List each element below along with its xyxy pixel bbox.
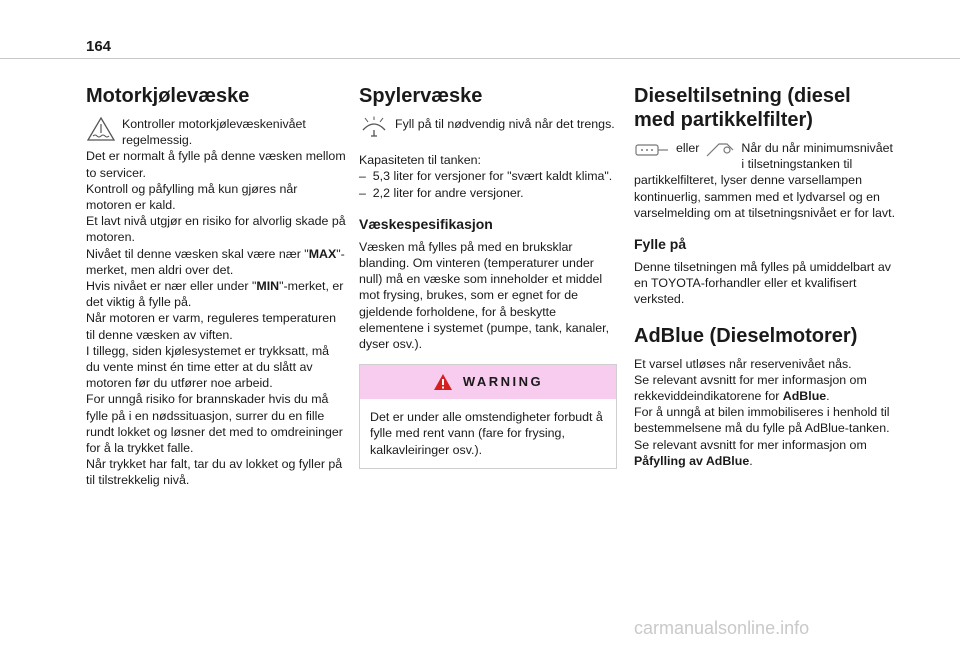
page-number: 164	[86, 38, 112, 55]
washer-icon-row	[359, 116, 617, 142]
capacity-item-1: – 5,3 liter for versjoner for "svært kaldt klima".	[359, 169, 613, 184]
warning-header	[360, 365, 616, 399]
washer-section	[359, 80, 617, 469]
washer-fluid-icon	[359, 116, 389, 142]
capacity-item-2: – 2,2 liter for andre versjoner.	[359, 185, 524, 200]
coolant-line-2: Kontroll og påfylling må kun gjøres når motoren er kald.	[86, 181, 298, 213]
washer-title: Spylervæske	[359, 85, 483, 107]
coolant-title: Motorkjølevæske	[86, 85, 250, 107]
coolant-line-5: I tillegg, siden kjølesystemet er trykksatt, må du vente minst én time etter at du slått av motoren før du utfører noe arbeid.	[86, 343, 330, 391]
coolant-min-line: Hvis nivået er nær eller under "MIN"-merket, er det viktig å fylle på.	[86, 279, 344, 310]
warning-box	[359, 364, 617, 469]
warning-text: Det er under alle omstendigheter forbudt å fylle med rent vann (fare for frysing, kalkavleiringer osv.).	[370, 410, 603, 457]
adblue-line-4: Se relevant avsnitt for mer informasjon om	[634, 437, 867, 452]
diesel-text: partikkelfilteret, lyser denne varsellampen kontinuerlig, sammen med et lydvarsel og en varselmelding om at tilsetningsnivået er for lavt.	[634, 173, 896, 220]
header-divider	[0, 58, 960, 59]
diesel-icon-row	[634, 140, 896, 172]
spec-title: Væskespesifikasjon	[359, 215, 493, 232]
spec-text: Væsken må fylles på med en bruksklar blanding. Om vinteren (temperaturer under null) må en væske som inneholder et middel mot frysing, brukes, som er egnet for de gjeldende forholdene, for å beskytte elementene i systemet (pumpe, tank, kanaler, dyser osv.).	[359, 239, 610, 352]
coolant-section	[86, 80, 346, 489]
adblue-line-3: For å unngå at bilen immobiliseres i henhold til bestemmelsene må du fylle på AdBlue-tanken.	[634, 405, 890, 436]
adblue-title: AdBlue (Dieselmotorer)	[634, 324, 858, 347]
additive-level-icon	[705, 140, 735, 164]
coolant-warning-icon	[86, 116, 116, 146]
coolant-line-1: Det er normalt å fylle på denne væsken mellom to servicer.	[86, 149, 346, 180]
coolant-line-4: Når motoren er varm, reguleres temperaturen til denne væsken av viften.	[86, 311, 336, 342]
warning-triangle-icon	[433, 373, 453, 391]
capacity-intro: Kapasiteten til tanken:	[359, 153, 481, 168]
coolant-icon-text: Kontroller motorkjølevæskenivået regelmessig.	[122, 117, 306, 148]
coolant-max-line: Nivået til denne væsken skal være nær "MAX"-merket, men aldri over det.	[86, 246, 345, 277]
coolant-line-6: For unngå risiko for brannskader hvis du må fylle på i en nødssituasjon, surrer du en fille rundt lokket og løsner det med to omdreininger for å la trykket falle.	[86, 392, 343, 456]
fill-title: Fylle på	[634, 236, 687, 253]
diesel-title: Dieseltilsetning (diesel med partikkelfilter)	[634, 85, 851, 131]
adblue-line-2: Se relevant avsnitt for mer informasjon om rekkeviddeindikatorene for AdBlue.	[634, 372, 867, 404]
diesel-section	[634, 80, 896, 469]
coolant-line-3: Et lavt nivå utgjør en risiko for alvorlig skade på motoren.	[86, 214, 346, 245]
eller-text: eller	[676, 141, 700, 155]
adblue-line-1: Et varsel utløses når reservenivået nås.	[634, 356, 852, 371]
warning-label: WARNING	[462, 374, 544, 390]
fill-text: Denne tilsetningen må fylles på umiddelbart av en TOYOTA-forhandler eller et kvalifisert verksted.	[634, 260, 891, 307]
diesel-icon-text: Når du når minimumsnivået i tilsetningstanken til	[741, 141, 893, 172]
coolant-line-7: Når trykket har falt, tar du av lokket og fyller på til tilstrekkelig nivå.	[86, 457, 343, 488]
washer-icon-text: Fyll på til nødvendig nivå når det trengs.	[395, 117, 615, 131]
particle-filter-icon	[634, 140, 670, 164]
adblue-line-5: Påfylling av AdBlue.	[634, 453, 753, 468]
coolant-icon-row	[86, 116, 346, 148]
watermark: carmanualsonline.info	[634, 618, 810, 638]
